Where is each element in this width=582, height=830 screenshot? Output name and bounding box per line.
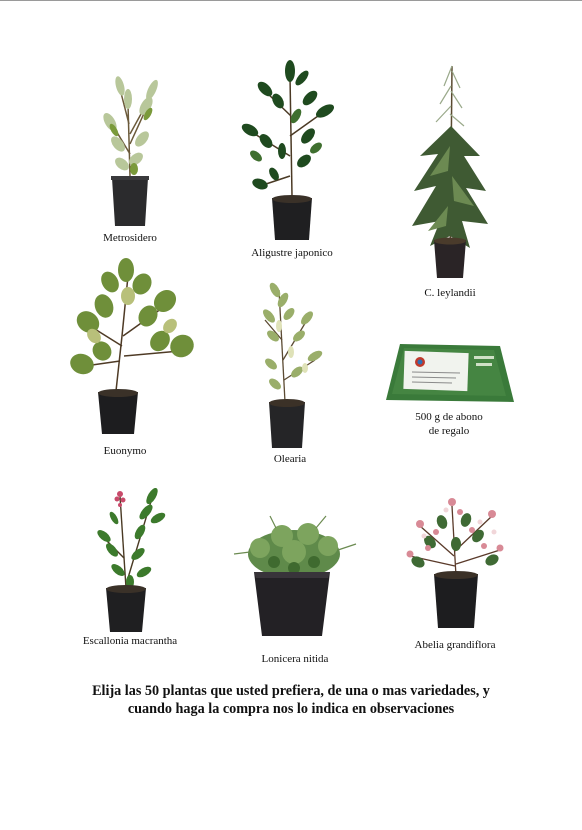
plant-c-leylandii [400,56,500,299]
abelia-image [400,486,510,632]
gift-label-line-1: 500 g de abono [415,411,483,423]
plant-lonicera-nitida [230,514,360,674]
olearia-image [245,280,335,452]
plant-label: Euonymo [103,445,147,457]
plant-olearia [245,280,335,470]
metrosidero-image [90,64,170,230]
euonymo-image [70,256,200,436]
plant-euonymo [70,256,200,456]
instructions-text [20,682,562,718]
instructions-line-1: Elija las 50 plantas que usted prefiera, de una o mas variedades, y [92,683,490,699]
plant-aligustre-japonico [230,56,340,259]
gift-fertilizer [382,338,516,438]
page-top-border [0,0,582,1]
fertilizer-bag-image [382,338,516,408]
plant-label: Abelia grandiflora [414,639,496,651]
plant-abelia-grandiflora [400,486,510,656]
plant-label: Aligustre japonico [251,247,333,259]
leylandii-image [400,56,500,286]
plant-escallonia-macrantha [82,488,178,658]
gift-label-line-2: de regalo [428,425,470,437]
instructions-line-2: cuando haga la compra nos lo indica en observaciones [127,701,455,717]
escallonia-image [90,488,170,634]
plant-label: Lonicera nitida [261,653,329,665]
plant-label: C. leylandii [424,287,476,299]
plant-label: Escallonia macrantha [82,635,178,647]
plant-metrosidero [90,64,170,244]
plant-label: Olearia [273,453,307,465]
lonicera-image [230,514,360,642]
plant-label: Metrosidero [103,232,157,244]
aligustre-image [230,56,340,246]
